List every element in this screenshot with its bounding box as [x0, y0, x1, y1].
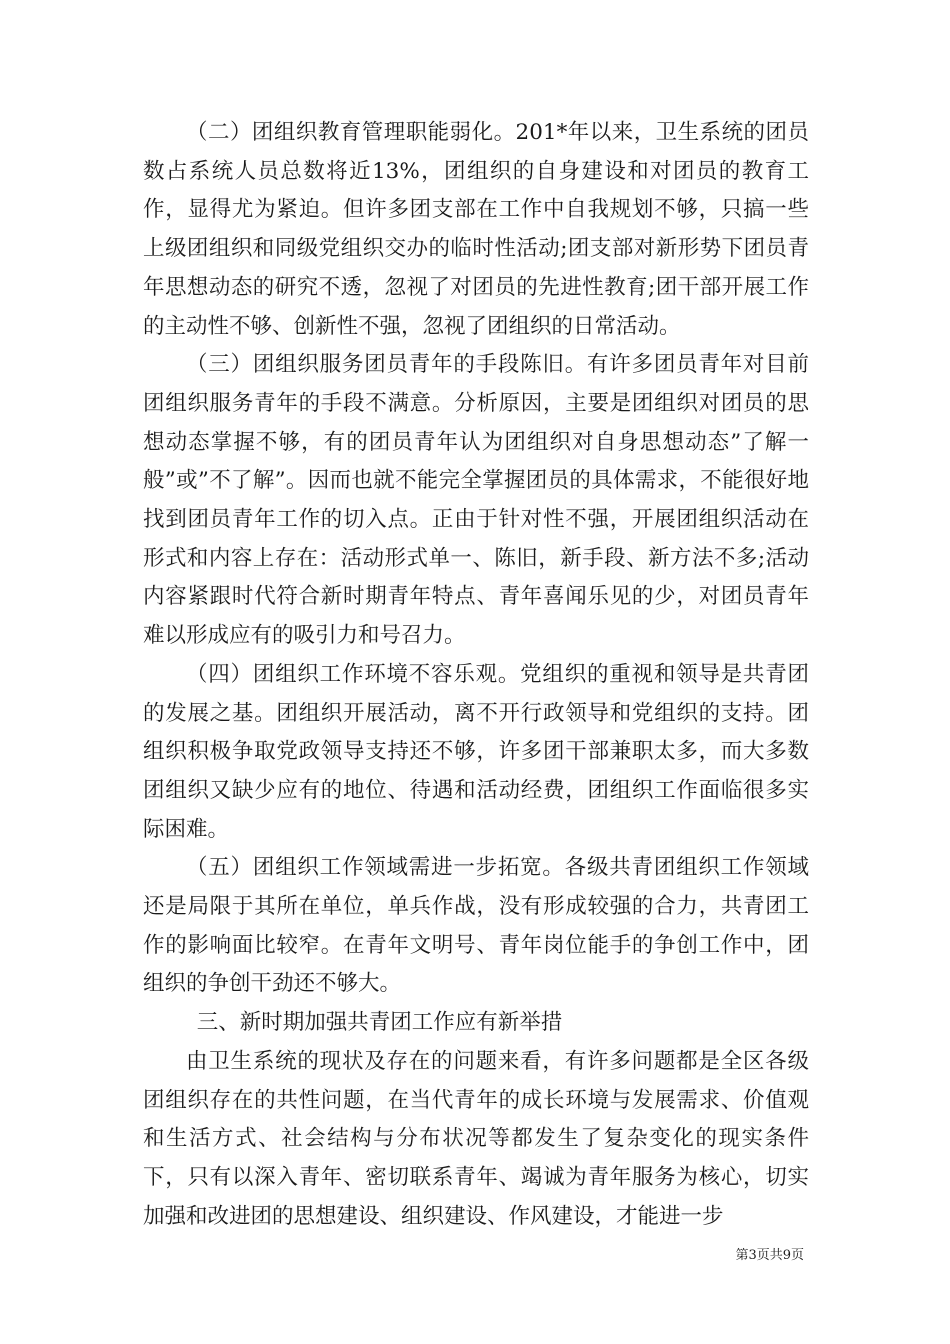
- paragraph-3: （三）团组织服务团员青年的手段陈旧。有许多团员青年对目前团组织服务青年的手段不满意。分析原因，主要是团组织对团员的思想动态掌握不够，有的团员青年认为团组织对自身思想动态”了解一般”或”不了解”。因而也就不能完全掌握团员的具体需求，不能很好地找到团员青年工作的切入点。正由于针对性不强，开展团组织活动在形式和内容上存在：活动形式单一、陈旧，新手段、新方法不多;活动内容紧跟时代符合新时期青年特点、青年喜闻乐见的少，对团员青年难以形成应有的吸引力和号召力。: [143, 352, 809, 649]
- paragraph-2: （二）团组织教育管理职能弱化。201*年以来，卫生系统的团员数占系统人员总数将近13%，团组织的自身建设和对团员的教育工作，显得尤为紧迫。但许多团支部在工作中自我规划不够，只搞一些上级团组织和同级党组织交办的临时性活动;团支部对新形势下团员青年思想动态的研究不透，忽视了对团员的先进性教育;团干部开展工作的主动性不够、创新性不强，忽视了团组织的日常活动。: [143, 120, 809, 339]
- section-heading: 三、新时期加强共青团工作应有新举措: [196, 1010, 563, 1036]
- paragraph-5: （五）团组织工作领域需进一步拓宽。各级共青团组织工作领域还是局限于其所在单位，单兵作战，没有形成较强的合力，共青团工作的影响面比较窄。在青年文明号、青年岗位能手的争创工作中，团组织的争创干劲还不够大。: [143, 855, 809, 997]
- closing-paragraph: 由卫生系统的现状及存在的问题来看，有许多问题都是全区各级团组织存在的共性问题，在当代青年的成长环境与发展需求、价值观和生活方式、社会结构与分布状况等都发生了复杂变化的现实条件下，只有以深入青年、密切联系青年、竭诚为青年服务为核心，切实加强和改进团的思想建设、组织建设、作风建设，才能进一步: [143, 1048, 809, 1229]
- paragraph-4: （四）团组织工作环境不容乐观。党组织的重视和领导是共青团的发展之基。团组织开展活动，离不开行政领导和党组织的支持。团组织积极争取党政领导支持还不够，许多团干部兼职太多，而大多数团组织又缺少应有的地位、待遇和活动经费，团组织工作面临很多实际困难。: [143, 661, 809, 842]
- page-number: 第3页共9页: [735, 1248, 804, 1263]
- document-body: [143, 114, 809, 1236]
